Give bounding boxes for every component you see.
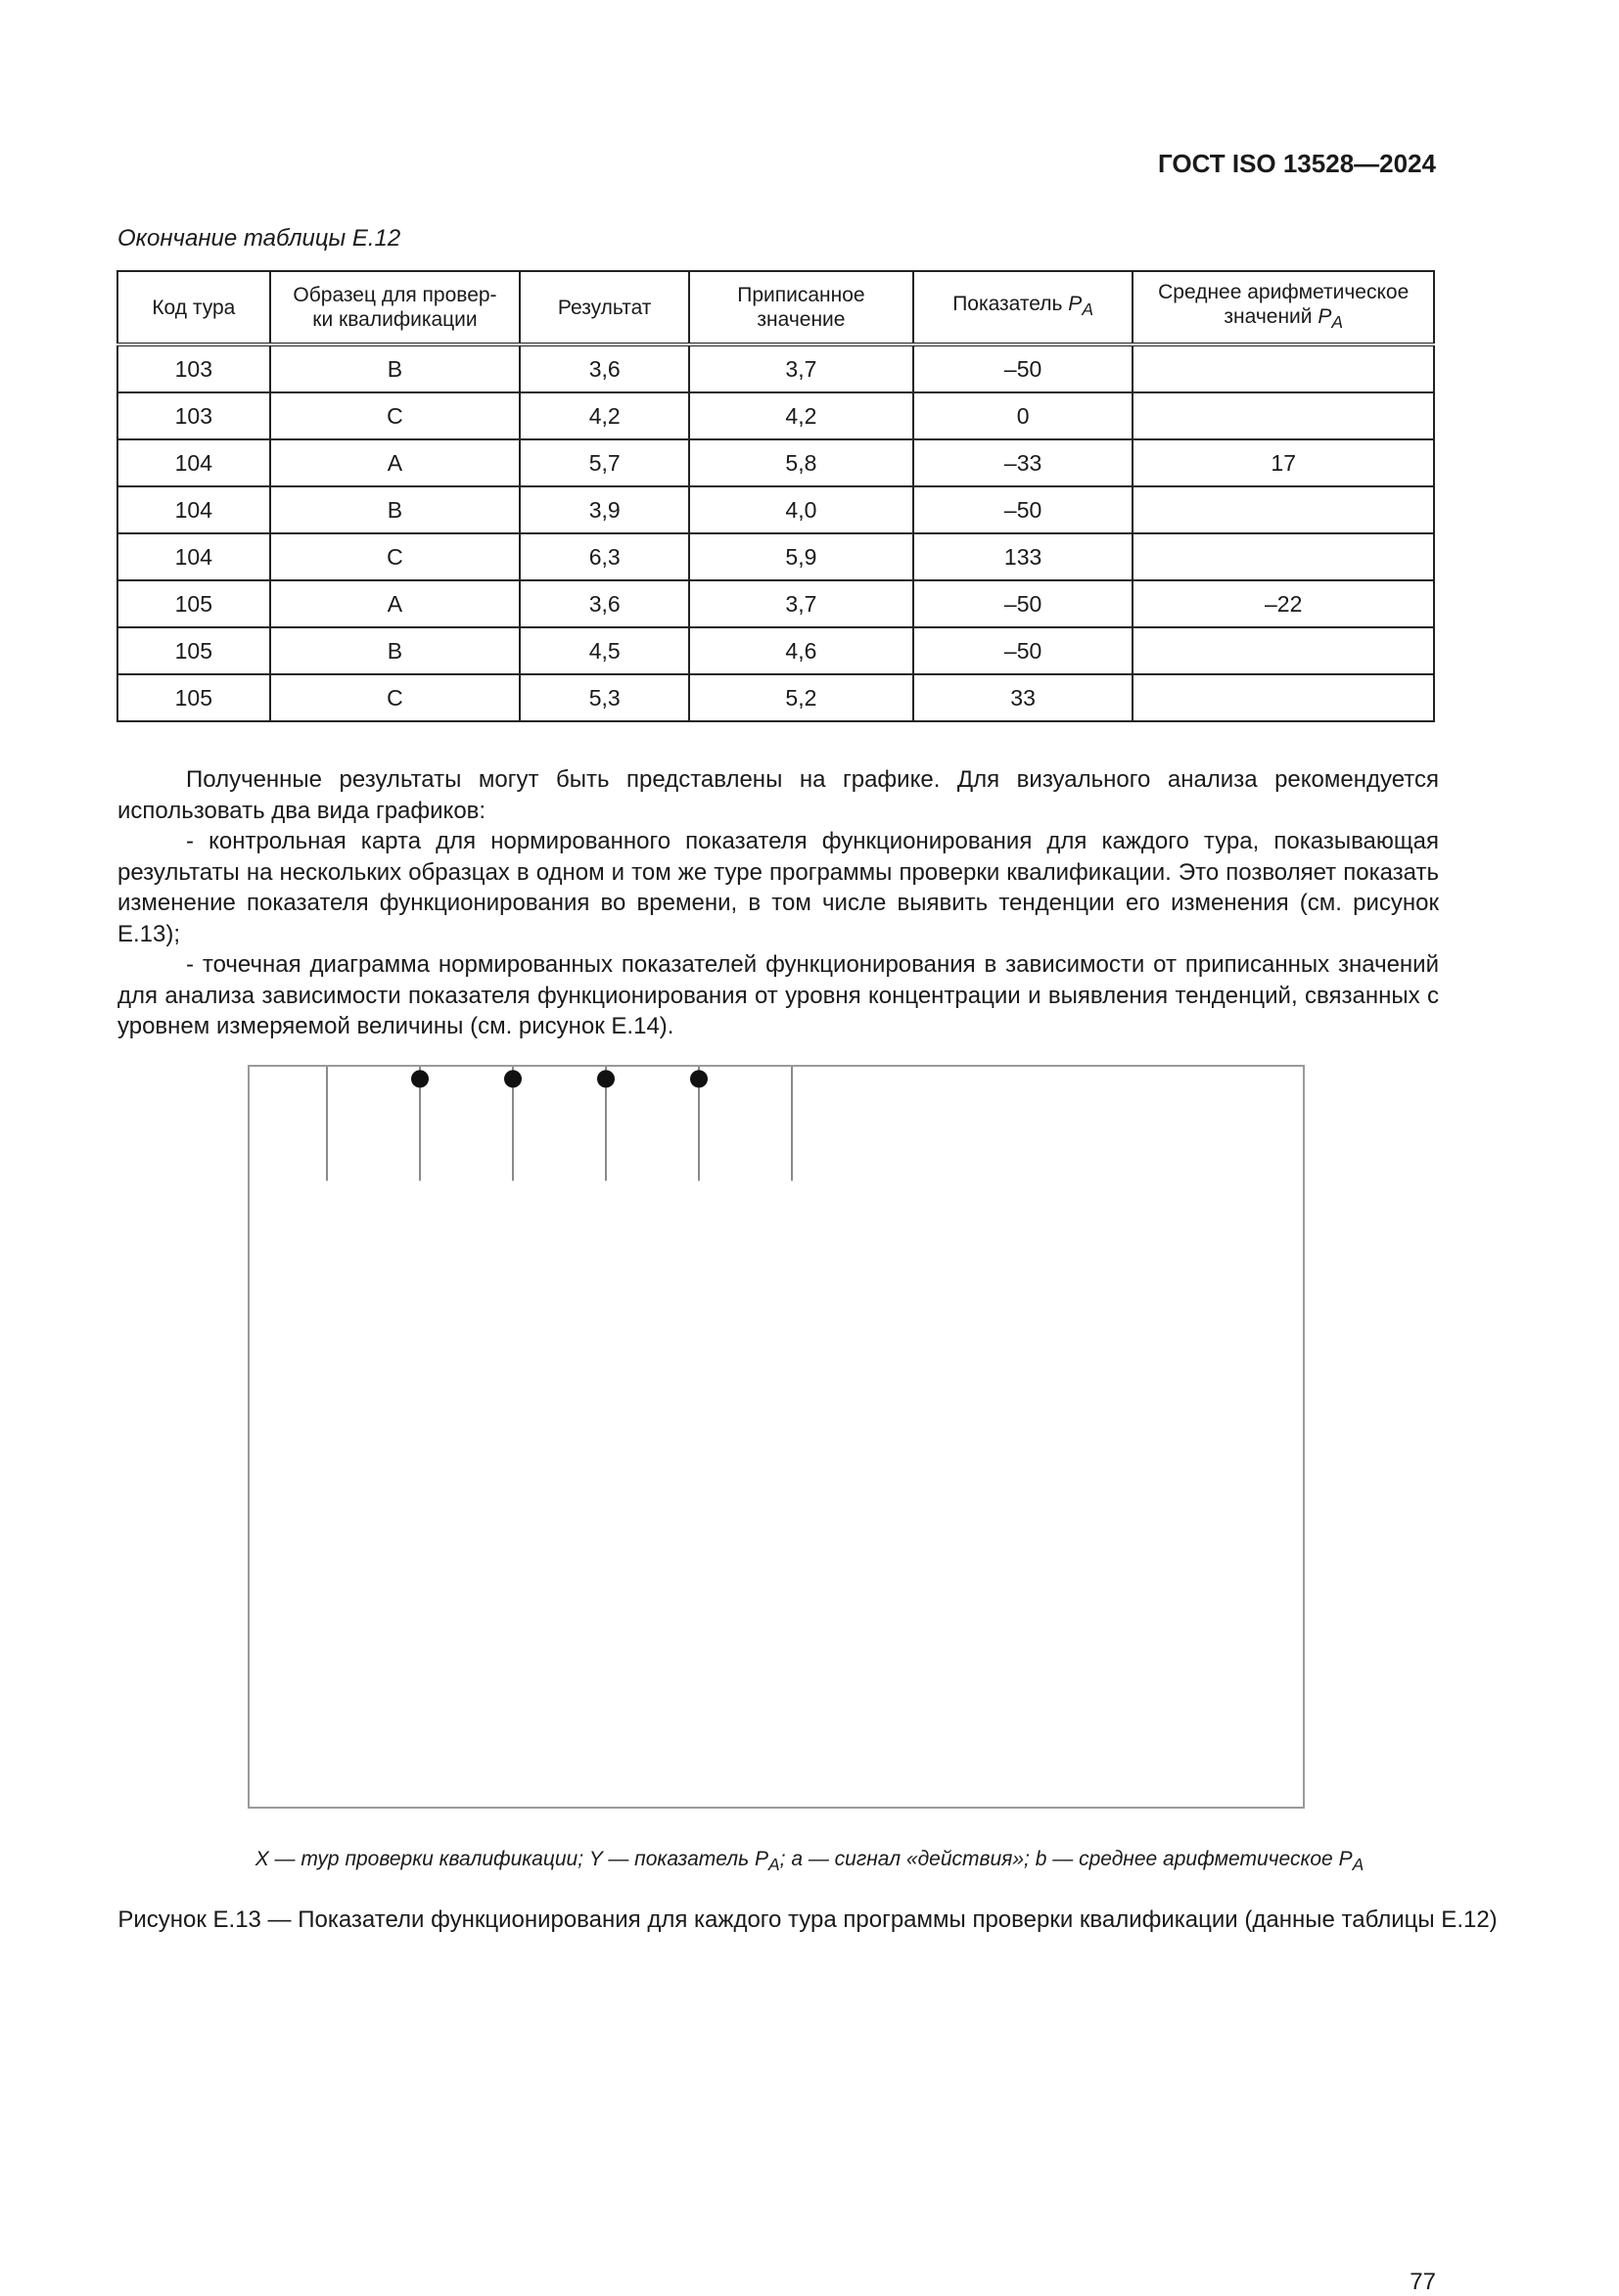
- legend-pa-subscript-1: A: [767, 1855, 780, 1875]
- cell-result: 4,2: [520, 392, 689, 439]
- paragraph-control-chart: - контрольная карта для нормированного показателя функционирования для каждого тура, показывающая результаты на нескольких образцах в одном и том же туре программы проверки квалификации. Это позволяет показать изменение показателя функционирования во времени, в том числе выявить тенденции его изменения (см. рисунок E.13);: [117, 828, 1439, 947]
- cell-result: 5,7: [520, 439, 689, 486]
- cell-mean-pa: [1133, 486, 1434, 533]
- table-row: [117, 533, 1434, 580]
- col-header-mean-pa: Среднее арифметическое значений $P_A$: [1133, 271, 1434, 344]
- cell-tour-code: 104: [117, 533, 270, 580]
- figure-caption: Рисунок E.13 — Показатели функционирования для каждого тура программы проверки квалификации (данные таблицы E.12): [117, 1906, 1498, 1933]
- legend-pa-symbol-2: P: [1338, 1848, 1353, 1870]
- table-row: [117, 674, 1434, 721]
- col-header-sample: Образец для провер- ки квалификации: [270, 271, 521, 344]
- cell-pa: –33: [913, 439, 1133, 486]
- cell-mean-pa: [1133, 674, 1434, 721]
- cell-mean-pa: –22: [1133, 580, 1434, 627]
- document-standard-number: ГОСТ ISO 13528—2024: [1157, 149, 1436, 178]
- table-row: [117, 580, 1434, 627]
- results-table: [116, 270, 1435, 722]
- cell-tour-code: 104: [117, 486, 270, 533]
- cell-mean-pa: [1133, 533, 1434, 580]
- cell-mean-pa: 17: [1133, 439, 1434, 486]
- cell-result: 5,3: [520, 674, 689, 721]
- cell-pa: –50: [913, 627, 1133, 674]
- legend-pa-subscript-2: A: [1352, 1855, 1365, 1875]
- cell-tour-code: 105: [117, 580, 270, 627]
- table-body: [117, 344, 1434, 721]
- legend-text-middle: ; a — сигнал «действия»; b — среднее арифметическое: [779, 1848, 1339, 1870]
- cell-result: 3,9: [520, 486, 689, 533]
- table-row: [117, 486, 1434, 533]
- cell-sample: C: [270, 392, 521, 439]
- cell-sample: B: [270, 486, 521, 533]
- data-point: [411, 1070, 429, 1087]
- page-number: 77: [1410, 2269, 1436, 2295]
- col-header-assigned-value: Приписанное значение: [689, 271, 913, 344]
- cell-mean-pa: [1133, 627, 1434, 674]
- cell-sample: C: [270, 533, 521, 580]
- cell-pa: –50: [913, 580, 1133, 627]
- table-row: [117, 627, 1434, 674]
- legend-pa-symbol-1: P: [754, 1848, 768, 1870]
- cell-result: 4,5: [520, 627, 689, 674]
- table-row: [117, 392, 1434, 439]
- cell-tour-code: 104: [117, 439, 270, 486]
- cell-tour-code: 105: [117, 674, 270, 721]
- table-header-row: [117, 271, 1434, 344]
- paragraph-intro: Полученные результаты могут быть представлены на графике. Для визуального анализа рекомендуется использовать два вида графиков:: [117, 766, 1439, 824]
- figure-legend: [0, 1848, 1619, 1875]
- legend-text-start: X — тур проверки квалификации; Y — показатель: [254, 1848, 755, 1870]
- data-point: [597, 1070, 615, 1087]
- cell-sample: C: [270, 674, 521, 721]
- cell-pa: –50: [913, 486, 1133, 533]
- cell-mean-pa: [1133, 344, 1434, 392]
- performance-chart: [250, 1067, 1307, 1811]
- col-header-result: Результат: [520, 271, 689, 344]
- cell-assigned-value: 3,7: [689, 344, 913, 392]
- cell-assigned-value: 5,8: [689, 439, 913, 486]
- cell-result: 6,3: [520, 533, 689, 580]
- cell-sample: A: [270, 439, 521, 486]
- cell-result: 3,6: [520, 344, 689, 392]
- cell-tour-code: 105: [117, 627, 270, 674]
- table-row: [117, 439, 1434, 486]
- cell-pa: 133: [913, 533, 1133, 580]
- paragraph-scatter-diagram: - точечная диаграмма нормированных показателей функционирования в зависимости от приписанных значений для анализа зависимости показателя функционирования от уровня концентрации и выявления тенденций, связанных с уровнем измеряемой величины (см. рисунок E.14).: [117, 951, 1439, 1039]
- cell-result: 3,6: [520, 580, 689, 627]
- cell-assigned-value: 5,9: [689, 533, 913, 580]
- cell-sample: B: [270, 627, 521, 674]
- cell-assigned-value: 5,2: [689, 674, 913, 721]
- cell-assigned-value: 4,6: [689, 627, 913, 674]
- cell-pa: 0: [913, 392, 1133, 439]
- cell-mean-pa: [1133, 392, 1434, 439]
- col-header-pa: Показатель $P_A$: [913, 271, 1133, 344]
- data-point: [690, 1070, 708, 1087]
- cell-assigned-value: 4,0: [689, 486, 913, 533]
- col-header-tour-code: Код тура: [117, 271, 270, 344]
- cell-tour-code: 103: [117, 344, 270, 392]
- cell-sample: A: [270, 580, 521, 627]
- chart-frame: [248, 1065, 1305, 1809]
- table-caption: Окончание таблицы E.12: [117, 225, 401, 252]
- cell-pa: –50: [913, 344, 1133, 392]
- cell-tour-code: 103: [117, 392, 270, 439]
- cell-pa: 33: [913, 674, 1133, 721]
- cell-sample: B: [270, 344, 521, 392]
- data-point: [504, 1070, 522, 1087]
- cell-assigned-value: 4,2: [689, 392, 913, 439]
- cell-assigned-value: 3,7: [689, 580, 913, 627]
- table-row: [117, 344, 1434, 392]
